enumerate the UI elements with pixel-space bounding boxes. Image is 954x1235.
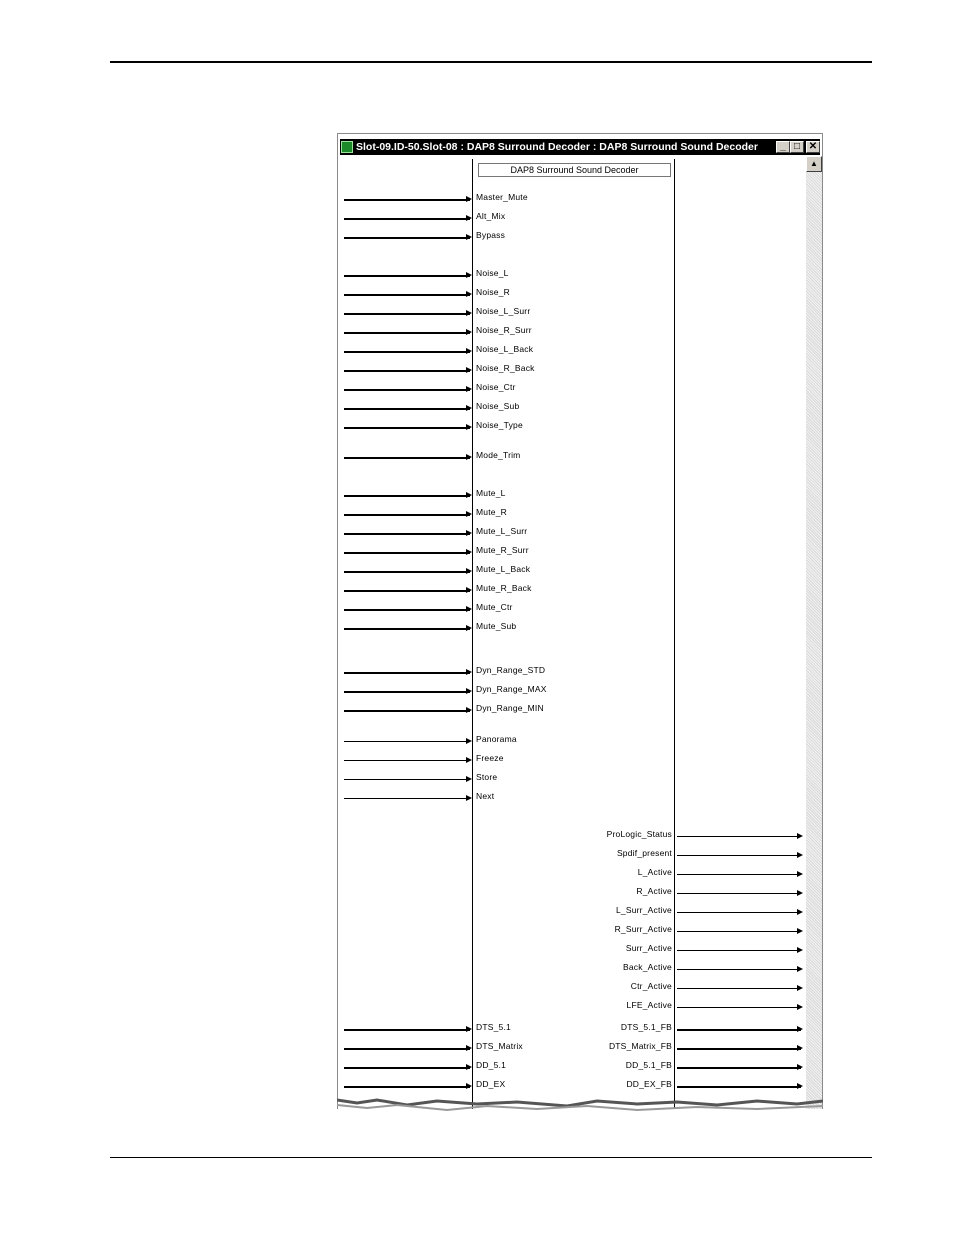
input-pin-label: Bypass (476, 230, 506, 240)
output-signal-line[interactable] (677, 1007, 801, 1009)
output-signal-line[interactable] (677, 931, 801, 933)
output-signal-line[interactable] (677, 1067, 801, 1069)
output-signal-line[interactable] (677, 1048, 801, 1050)
input-signal-line[interactable] (344, 1067, 470, 1069)
input-pin-label: Panorama (476, 733, 517, 744)
input-pin-label: Noise_R_Surr (476, 325, 532, 335)
output-pin-label: DTS_5.1_FB (620, 1022, 672, 1033)
window-titlebar[interactable] (340, 139, 820, 155)
input-signal-line[interactable] (344, 514, 470, 516)
output-pin-label: L_Surr_Active (616, 904, 672, 915)
input-signal-line[interactable] (344, 672, 470, 674)
input-signal-line[interactable] (344, 370, 470, 372)
output-pin-label: Spdif_present (616, 847, 672, 858)
window-title: Slot-09.ID-50.Slot-08 : DAP8 Surround Decoder : DAP8 Surround Sound Decoder (356, 141, 758, 153)
input-pin-label: Mode_Trim (476, 450, 521, 461)
input-signal-line[interactable] (344, 408, 470, 410)
input-pin-label: Dyn_Range_MIN (476, 703, 544, 714)
input-pin-label: Master_Mute (476, 192, 528, 202)
input-signal-line[interactable] (344, 275, 470, 277)
output-signal-line[interactable] (677, 1029, 801, 1031)
input-pin-label: Noise_L_Surr (476, 306, 531, 316)
footer-rule (110, 1157, 872, 1158)
app-icon (341, 141, 353, 153)
input-signal-line[interactable] (344, 457, 470, 459)
input-pin-label: Noise_L (476, 268, 509, 278)
input-signal-line[interactable] (344, 237, 470, 239)
output-pin-label: R_Surr_Active (614, 923, 672, 934)
input-signal-line[interactable] (344, 218, 470, 220)
output-signal-line[interactable] (677, 836, 801, 838)
input-pin-label: Mute_Sub (476, 621, 517, 632)
input-signal-line[interactable] (344, 779, 470, 781)
input-signal-line[interactable] (344, 495, 470, 497)
input-signal-line[interactable] (344, 533, 470, 535)
input-signal-line[interactable] (344, 552, 470, 554)
input-signal-line[interactable] (344, 294, 470, 296)
output-pin-label: LFE_Active (626, 999, 672, 1010)
output-pin-label: Surr_Active (625, 942, 672, 953)
header-rule (110, 61, 872, 63)
output-pin-label: R_Active (636, 885, 672, 896)
input-signal-line[interactable] (344, 389, 470, 391)
output-pin-label: Ctr_Active (630, 980, 672, 991)
input-pin-label: Mute_L (476, 488, 506, 499)
input-pin-label: Dyn_Range_MAX (476, 684, 547, 695)
input-signal-line[interactable] (344, 691, 470, 693)
input-signal-line[interactable] (344, 1086, 470, 1088)
input-signal-line[interactable] (344, 427, 470, 429)
input-signal-line[interactable] (344, 590, 470, 592)
output-signal-line[interactable] (677, 855, 801, 857)
block-title: DAP8 Surround Sound Decoder (478, 163, 671, 177)
input-pin-label: Mute_L_Surr (476, 526, 528, 537)
torn-edge (337, 1096, 823, 1116)
decoder-window (337, 133, 823, 1109)
input-signal-line[interactable] (344, 332, 470, 334)
input-pin-label: Noise_Ctr (476, 382, 516, 392)
output-signal-line[interactable] (677, 893, 801, 895)
output-signal-line[interactable] (677, 950, 801, 952)
input-pin-label: Next (476, 790, 495, 801)
input-pin-label: Noise_L_Back (476, 344, 534, 354)
input-pin-label: Noise_Sub (476, 401, 520, 411)
input-pin-label: Mute_R_Back (476, 583, 532, 594)
input-pin-label: Mute_R (476, 507, 507, 518)
output-pin-label: DTS_Matrix_FB (608, 1041, 672, 1052)
input-pin-label: Noise_R (476, 287, 510, 297)
input-pin-label: Dyn_Range_STD (476, 665, 546, 676)
output-pin-label: Back_Active (623, 961, 672, 972)
input-signal-line[interactable] (344, 741, 470, 743)
input-pin-label: Mute_Ctr (476, 602, 513, 613)
input-signal-line[interactable] (344, 798, 470, 800)
output-pin-label: DD_5.1_FB (625, 1060, 672, 1071)
input-pin-label: DTS_Matrix (476, 1041, 523, 1052)
input-pin-label: Noise_Type (476, 420, 523, 430)
output-signal-line[interactable] (677, 874, 801, 876)
output-signal-line[interactable] (677, 1086, 801, 1088)
input-pin-label: DD_EX (476, 1079, 506, 1090)
output-pin-label: DD_EX_FB (626, 1079, 672, 1090)
input-pin-label: DTS_5.1 (476, 1022, 511, 1033)
input-signal-line[interactable] (344, 1029, 470, 1031)
input-signal-line[interactable] (344, 609, 470, 611)
input-signal-line[interactable] (344, 760, 470, 762)
maximize-button[interactable]: □ (790, 141, 804, 153)
vertical-scrollbar[interactable] (806, 156, 822, 1109)
input-signal-line[interactable] (344, 1048, 470, 1050)
input-pin-label: Mute_R_Surr (476, 545, 529, 556)
input-signal-line[interactable] (344, 313, 470, 315)
input-signal-line[interactable] (344, 351, 470, 353)
close-button[interactable]: ✕ (806, 141, 820, 153)
output-signal-line[interactable] (677, 988, 801, 990)
input-pin-label: Store (476, 771, 498, 782)
output-pin-label: L_Active (637, 866, 672, 877)
input-signal-line[interactable] (344, 571, 470, 573)
input-signal-line[interactable] (344, 710, 470, 712)
input-pin-label: DD_5.1 (476, 1060, 507, 1071)
input-pin-label: Mute_L_Back (476, 564, 531, 575)
output-pin-label: ProLogic_Status (606, 828, 672, 839)
input-signal-line[interactable] (344, 628, 470, 630)
minimize-button[interactable]: _ (776, 141, 790, 153)
output-signal-line[interactable] (677, 912, 801, 914)
output-signal-line[interactable] (677, 969, 801, 971)
input-signal-line[interactable] (344, 199, 470, 201)
input-pin-label: Alt_Mix (476, 211, 506, 221)
input-pin-label: Freeze (476, 752, 504, 763)
input-pin-label: Noise_R_Back (476, 363, 535, 373)
scroll-up-icon[interactable]: ▲ (806, 156, 822, 172)
